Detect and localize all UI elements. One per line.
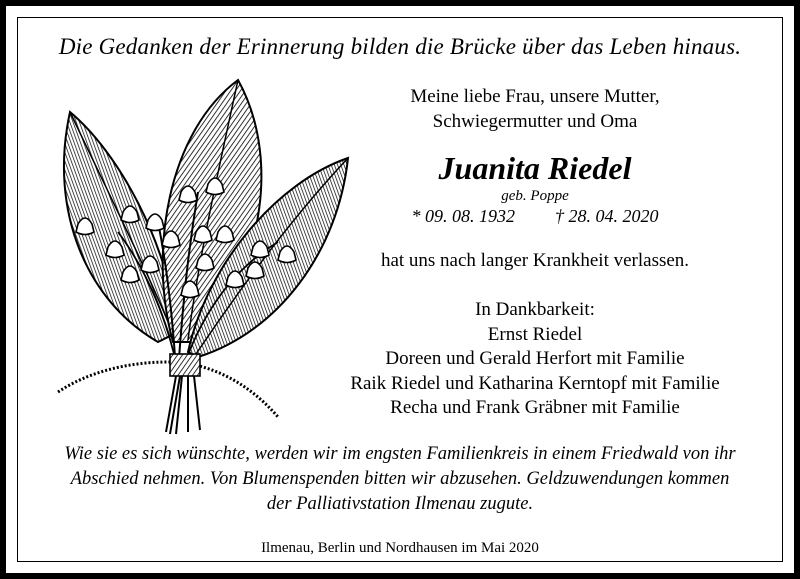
mourner-entry: Raik Riedel und Katharina Kerntopf mit Familie [350, 372, 720, 394]
mourner-entry: Doreen und Gerald Herfort mit Familie [385, 348, 685, 369]
deceased-name: Juanita Riedel [438, 150, 632, 186]
passing-message: hat uns nach langer Krankheit verlassen. [380, 250, 690, 271]
closing-line: Wie sie es sich wünschte, werden wir im engsten Familienkreis in einem Friedwald von ihr [64, 444, 736, 464]
intro-line: Meine liebe Frau, unsere Mutter, [410, 86, 660, 107]
closing-line: Abschied nehmen. Von Blumenspenden bitten wir abzusehen. Geldzuwendungen kommen [70, 469, 730, 489]
closing-line: der Palliativstation Ilmenau zugute. [266, 494, 534, 514]
place-and-date: Ilmenau, Berlin und Nordhausen im Mai 2020 [261, 540, 539, 556]
mourners-list [270, 298, 800, 421]
birth-date: * 09. 08. 1932 [411, 206, 515, 226]
born-name: geb. Poppe [501, 188, 569, 204]
closing-text [40, 442, 760, 517]
death-date: † 28. 04. 2020 [555, 206, 659, 226]
mourner-entry: Recha und Frank Gräbner mit Familie [390, 397, 680, 418]
intro-text [270, 84, 800, 134]
mourners-heading: In Dankbarkeit: [475, 299, 595, 320]
motto: Die Gedanken der Erinnerung bilden die Brücke über das Leben hinaus. [58, 34, 742, 59]
mourner-entry: Ernst Riedel [487, 323, 583, 345]
intro-line: Schwiegermutter und Oma [432, 111, 638, 132]
life-dates [270, 206, 800, 227]
